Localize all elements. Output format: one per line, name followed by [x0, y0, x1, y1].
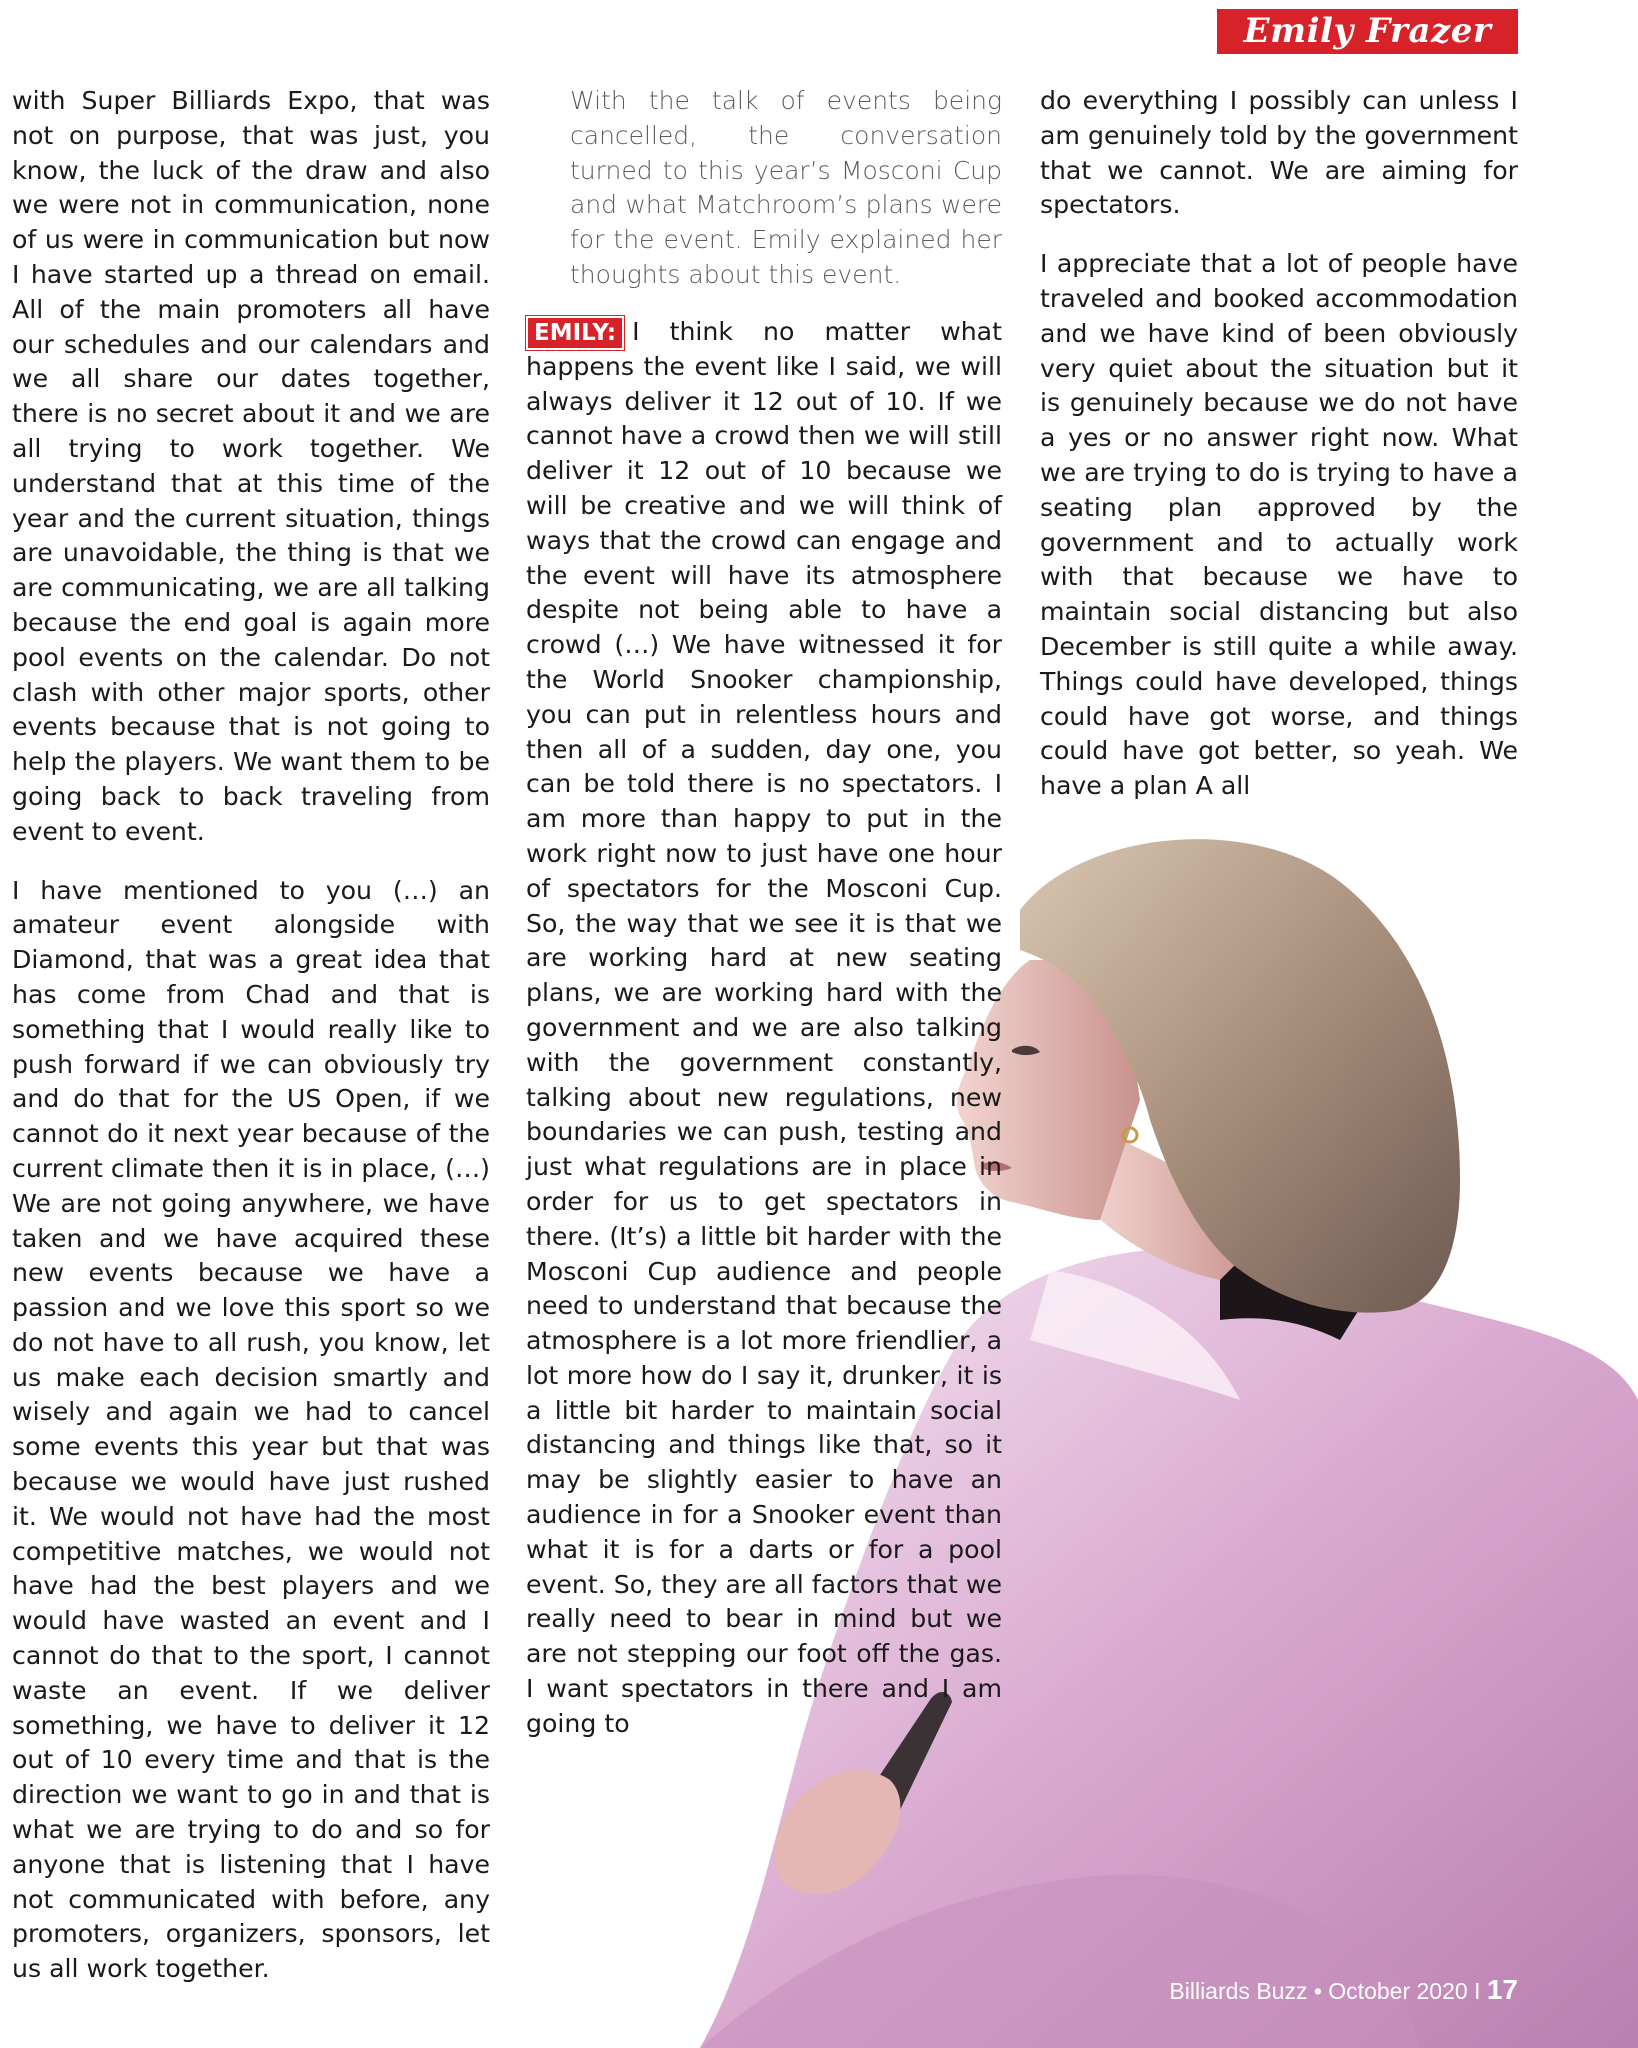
footer-bullet: •: [1313, 1978, 1322, 2004]
paragraph: with Super Billiards Expo, that was not on purpose, that was just, you know, the luck of the draw and also we were not in communication, none of us were in communication but now I have started up a thread on email. All of the main promoters all have our schedules and our calendars and we all share our dates together, there is no secret about it and we are all trying to work together. We understand that at this time of the year and the current situation, things are unavoidable, the thing is that we are communicating, we are all talking because the end goal is again more pool events on the calendar. Do not clash with other major sports, other events because that is not going to help the players. We want them to be going back to back traveling from event to event.: [12, 86, 490, 846]
answer-paragraph: [526, 315, 1002, 1742]
paragraph: do everything I possibly can unless I am genuinely told by the government that we cannot. We are aiming for spectators.: [1040, 86, 1518, 220]
page-number: 17: [1486, 1974, 1518, 2005]
text-column-3: [1040, 84, 1518, 828]
text-column-1: [12, 84, 490, 2011]
intro-paragraph: With the talk of events being cancelled, the conversation turned to this year’s Mosconi Cup and what Matchroom’s plans were for the event. Emily explained her thoughts about this event.: [570, 86, 1002, 289]
text-column-2: [526, 84, 1002, 1766]
speaker-label: EMILY:: [526, 316, 624, 350]
answer-text: I think no matter what happens the event like I said, we will always deliver it 12 out of 10. If we cannot have a crowd then we will still deliver it 12 out of 10 because we will be creative and we will think of ways that the crowd can engage and the event will have its atmosphere despite not being able to have a crowd (…) We have witnessed it for the World Snooker championship, you can put in relentless hours and then all of a sudden, day one, you can be told there is no spectators. I am more than happy to put in the work right now to just have one hour of spectators for the Mosconi Cup. So, the way that we see it is that we are working hard at new seating plans, we are working hard with the government and we are also talking with the government constantly, talking about new regulations, new boundaries we can push, testing and just what regulations are in place in order for us to get spectators in there. (It’s) a little bit harder with the Mosconi Cup audience and people need to understand that because the atmosphere is a lot more friendlier, a lot more how do I say it, drunker, it is a little bit harder to maintain social distancing and things like that, so it may be slightly easier to have an audience in for a Snooker event than what it is for a darts or for a pool event. So, they are all factors that we really need to bear in mind but we are not stepping our foot off the gas. I want spectators in there and I am going to: [526, 316, 1002, 1738]
paragraph: I appreciate that a lot of people have traveled and booked accommodation and we have kind of been obviously very quiet about the situation but it is genuinely because we do not have a yes or no answer right now. What we are trying to do is trying to have a seating plan approved by the government and to actually work with that because we have to maintain social distancing but also December is still quite a while away. Things could have developed, things could have got worse, and things could have got better, so yeah. We have a plan A all: [1040, 249, 1518, 801]
paragraph: I have mentioned to you (…) an amateur event alongside with Diamond, that was a great idea that has come from Chad and that is something that I would really like to push forward if we can obviously try and do that for the US Open, if we cannot do it next year because of the current climate then it is in place, (…) We are not going anywhere, we have taken and we have acquired these new events because we have a passion and we love this sport so we do not have to all rush, you know, let us make each decision smartly and wisely and again we had to cancel some events this year but that was because we would have just rushed it. We would not have had the most competitive matches, we would not have had the best players and we would have wasted an event and I cannot do that to the sport, I cannot waste an event. If we deliver something, we have to deliver it 12 out of 10 every time and that is the direction we want to go in and that is what we are trying to do and so for anyone that is listening that I have not communicated with before, any promoters, organizers, sponsors, let us all work together.: [12, 875, 490, 1984]
page-footer: [1169, 1970, 1518, 2010]
section-header-tag: Emily Frazer: [1217, 9, 1518, 54]
publication-name: Billiards Buzz: [1169, 1978, 1308, 2004]
footer-separator: I: [1474, 1978, 1481, 2004]
issue-date: October 2020: [1328, 1978, 1468, 2004]
